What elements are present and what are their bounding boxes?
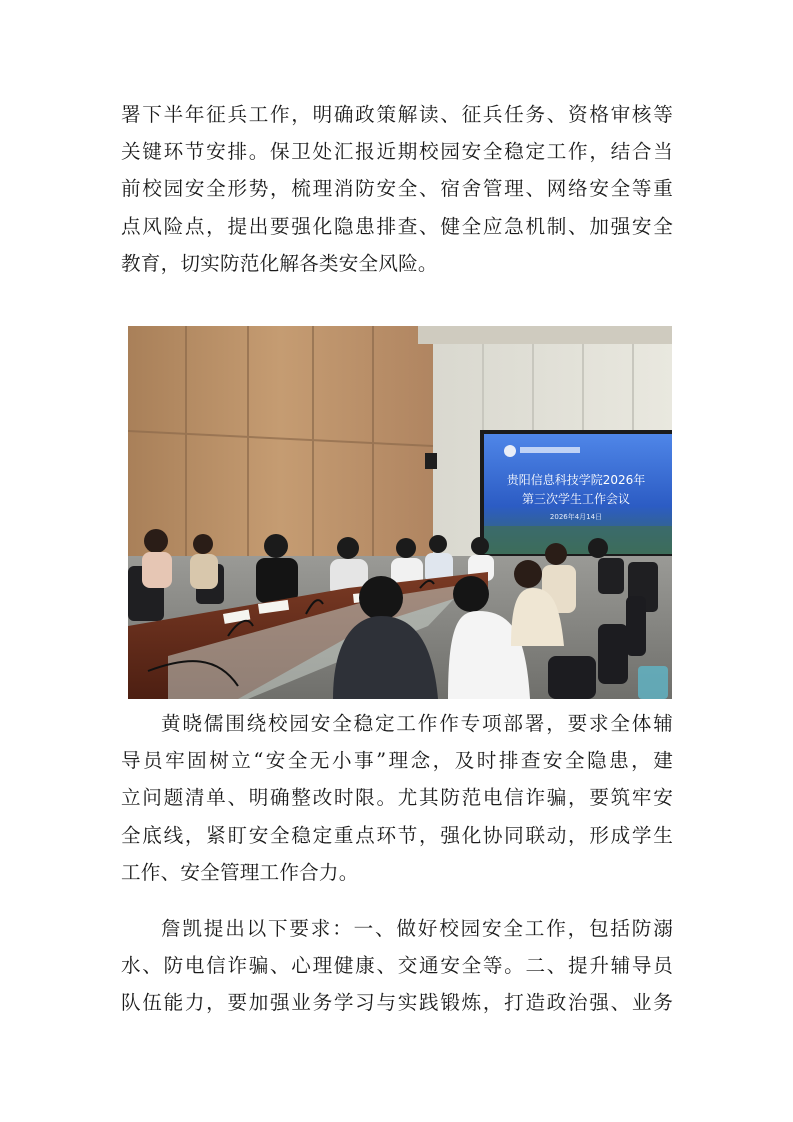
screen-date: 2026年4月14日 [549, 513, 603, 521]
text-line: 黄晓儒围绕校园安全稳定工作作专项部署，要求全体辅 [161, 712, 673, 735]
text-line: 点风险点，提出要强化隐患排查、健全应急机制、加强安全 [121, 214, 673, 238]
text-line: 立问题清单、明确整改时限。尤其防范电信诈骗，要筑牢安 [121, 786, 673, 810]
text-line: 水、防电信诈骗、心理健康、交通安全等。二、提升辅导员 [121, 954, 673, 978]
meeting-photo [128, 326, 672, 699]
text-line: 队伍能力，要加强业务学习与实践锻炼，打造政治强、业务 [121, 991, 673, 1015]
screen-title-line1: 贵阳信息科技学院2026年 [506, 473, 646, 487]
text-line: 全底线，紧盯安全稳定重点环节，强化协同联动，形成学生 [121, 823, 673, 847]
text-line: 工作、安全管理工作合力。 [121, 860, 359, 884]
text-line: 前校园安全形势，梳理消防安全、宿舍管理、网络安全等重 [121, 177, 673, 201]
paragraph-intro [121, 96, 673, 282]
text-line: 导员牢固树立“安全无小事”理念，及时排查安全隐患，建 [121, 749, 673, 773]
text-line: 关键环节安排。保卫处汇报近期校园安全稳定工作，结合当 [121, 140, 673, 164]
text-line: 教育，切实防范化解各类安全风险。 [121, 251, 438, 275]
screen-title-line2: 第三次学生工作会议 [521, 492, 631, 506]
paragraph-requirements [121, 910, 673, 1022]
paragraph-safety-deployment [121, 705, 673, 891]
text-line: 詹凯提出以下要求：一、做好校园安全工作，包括防溺 [161, 917, 673, 940]
text-line: 署下半年征兵工作，明确政策解读、征兵任务、资格审核等 [121, 103, 673, 126]
